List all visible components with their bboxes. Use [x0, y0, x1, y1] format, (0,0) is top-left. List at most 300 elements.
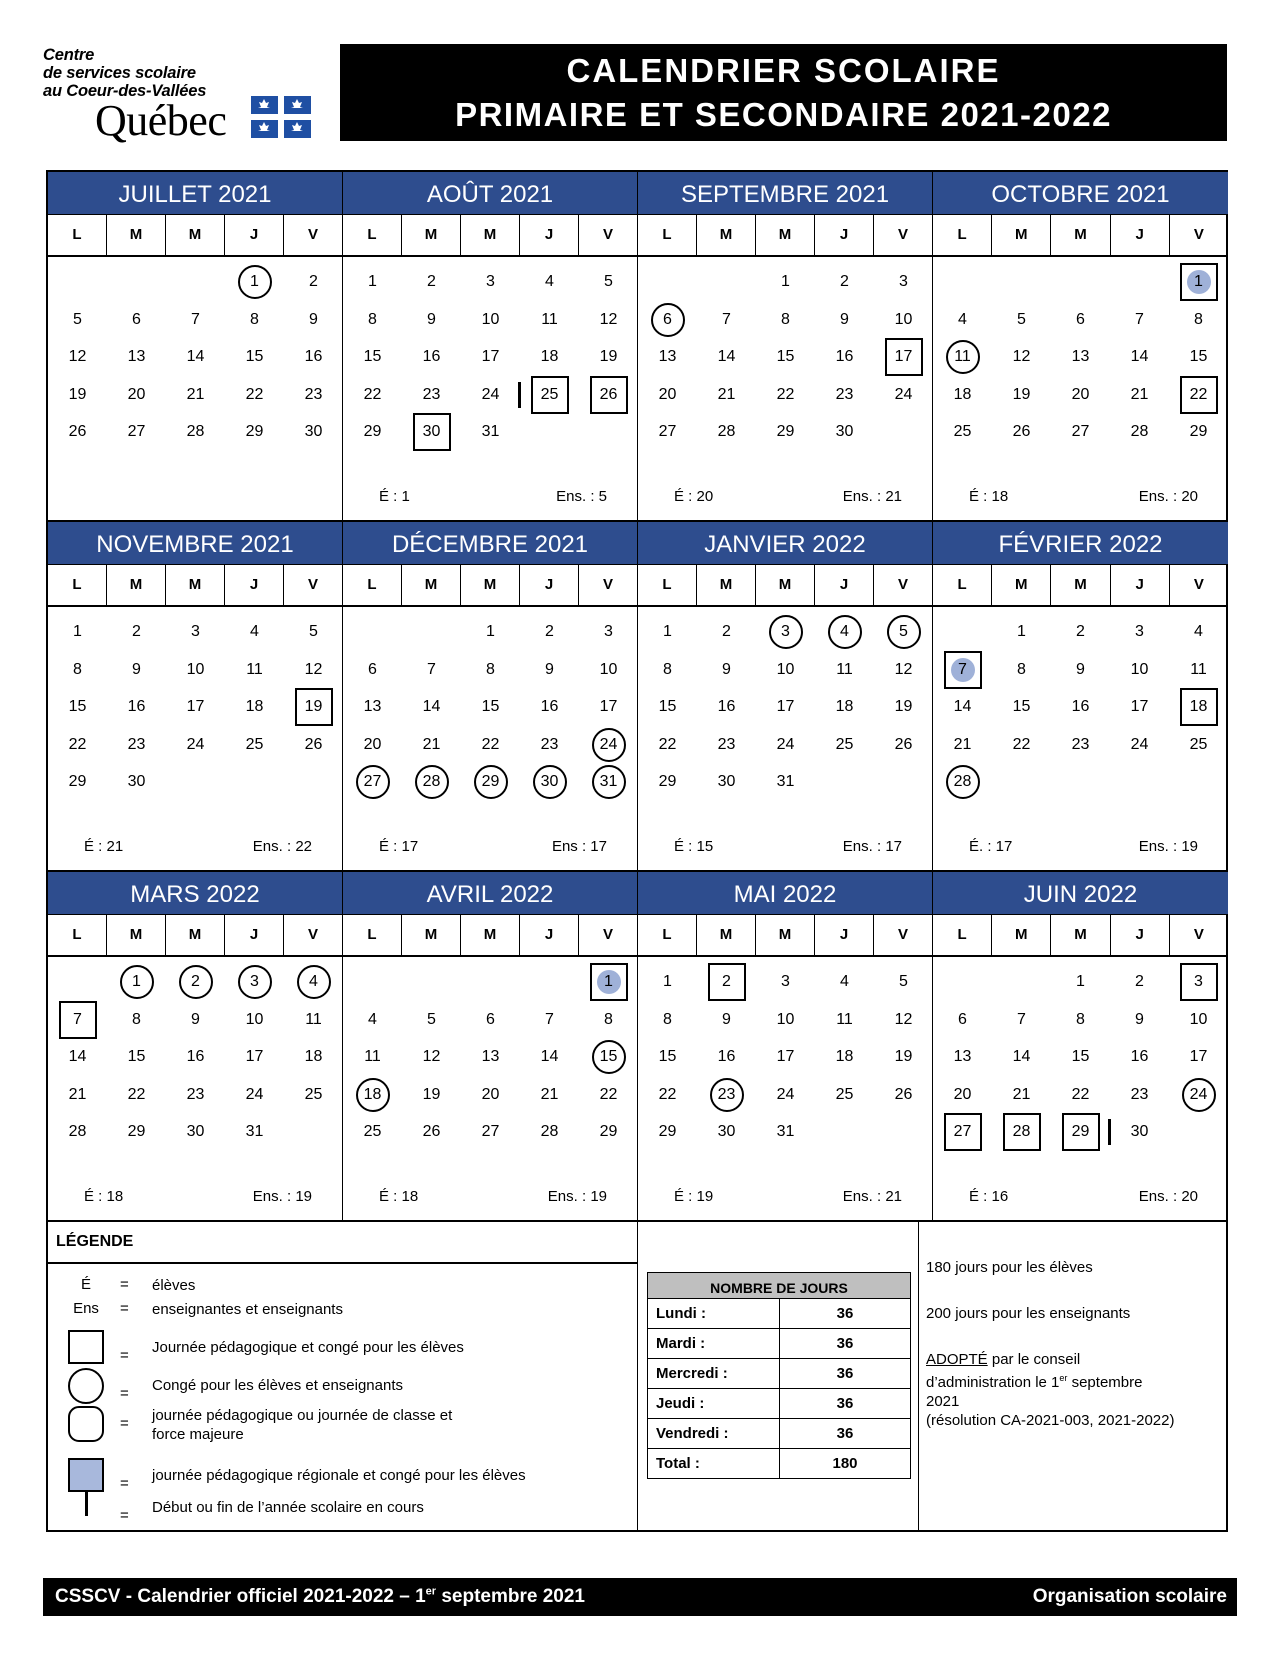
- day-number: 2: [722, 623, 731, 640]
- month-title: AOÛT 2021: [343, 172, 637, 215]
- days-grid: [48, 257, 342, 519]
- day-number: 23: [1071, 735, 1090, 753]
- day-number: 21: [1130, 385, 1149, 403]
- day: [520, 1113, 579, 1151]
- month-title: AVRIL 2022: [343, 872, 637, 915]
- month-panel: [343, 522, 638, 872]
- days-grid: [933, 607, 1228, 869]
- footer-left: CSSCV - Calendrier officiel 2021-2022 – 1er septembre 2021: [55, 1585, 585, 1607]
- day-circle: [166, 963, 225, 1001]
- month-day-counts: [933, 1188, 1228, 1208]
- day: [874, 376, 933, 414]
- day-number: 26: [422, 1123, 441, 1140]
- day: [166, 688, 225, 726]
- day: [284, 726, 343, 764]
- day-circle: [225, 263, 284, 301]
- day-number: 3: [899, 273, 908, 290]
- weekday-header: [48, 215, 342, 257]
- day: [48, 688, 107, 726]
- day: [225, 613, 284, 651]
- day-number: 31: [481, 423, 500, 440]
- day: [343, 338, 402, 376]
- weekday-label: J: [225, 915, 284, 955]
- day-number: 31: [245, 1123, 264, 1140]
- day-number: 30: [1130, 1123, 1149, 1140]
- legend-text: Journée pédagogique et congé pour les élèves: [152, 1339, 464, 1356]
- day: [48, 1038, 107, 1076]
- weekday-label: J: [520, 915, 579, 955]
- day-number: 25: [304, 1085, 323, 1103]
- day-number: 1: [663, 973, 672, 990]
- day-number: 1: [590, 963, 628, 1001]
- day-number: 1: [1076, 973, 1085, 990]
- day-number: 16: [717, 1048, 736, 1065]
- org-name: Centre de services scolaire au Coeur-des-Vallées: [43, 46, 207, 100]
- day-number: 28: [540, 1123, 559, 1140]
- weekday-label: M: [166, 565, 225, 605]
- day-circle: [284, 963, 343, 1001]
- day-number: 18: [356, 1078, 390, 1112]
- day-number: 28: [946, 765, 980, 799]
- day: [579, 1113, 638, 1151]
- day-number: 24: [1130, 735, 1149, 753]
- day: [1110, 338, 1169, 376]
- day: [815, 1076, 874, 1114]
- day: [48, 763, 107, 801]
- day-number: 7: [545, 1010, 554, 1028]
- weekday-label: M: [107, 915, 166, 955]
- day-number: 4: [250, 623, 259, 640]
- day-circle: [520, 763, 579, 801]
- day: [579, 1001, 638, 1039]
- weekday-name: Total :: [648, 1449, 780, 1479]
- day-number: 5: [604, 273, 613, 290]
- day: [520, 726, 579, 764]
- day-number: 2: [840, 273, 849, 290]
- weekday-label: L: [48, 215, 107, 255]
- csscv-logo: [43, 46, 323, 146]
- quebec-flag-icon: [251, 96, 311, 138]
- day-number: 15: [481, 698, 500, 715]
- day-number: 2: [309, 273, 318, 290]
- day: [579, 263, 638, 301]
- day-circle: [402, 763, 461, 801]
- weekday-label: J: [520, 215, 579, 255]
- weekday-label: L: [638, 915, 697, 955]
- day-region: [1169, 263, 1228, 301]
- day: [697, 763, 756, 801]
- weekday-label: V: [897, 226, 908, 243]
- weekday-label: L: [933, 215, 992, 255]
- day: [107, 763, 166, 801]
- day-number: 24: [481, 385, 500, 403]
- day-number: 16: [835, 348, 854, 365]
- day-number: 16: [422, 348, 441, 365]
- weekday-label: L: [48, 915, 107, 955]
- day: [1051, 413, 1110, 451]
- day: [1110, 376, 1169, 414]
- day-number: 18: [835, 1048, 854, 1065]
- day-number: 8: [1194, 310, 1203, 328]
- weekday-label: V: [307, 926, 318, 943]
- day-number: 23: [422, 385, 441, 403]
- day-count-row: [648, 1299, 911, 1329]
- day: [815, 1038, 874, 1076]
- day: [697, 1001, 756, 1039]
- day: [697, 338, 756, 376]
- day-number: 22: [245, 385, 264, 403]
- weekday-label: M: [166, 915, 225, 955]
- day-number: 9: [1135, 1010, 1144, 1028]
- day-number: 3: [191, 623, 200, 640]
- day: [874, 963, 933, 1001]
- day: [992, 376, 1051, 414]
- month-title: JUIN 2022: [933, 872, 1228, 915]
- day: [343, 1001, 402, 1039]
- day: [815, 338, 874, 376]
- day-circle: [579, 763, 638, 801]
- days-grid: [343, 957, 637, 1219]
- day-number: 20: [953, 1085, 972, 1103]
- day-number: 16: [127, 698, 146, 715]
- day-number: 28: [717, 423, 736, 440]
- day: [992, 413, 1051, 451]
- day: [933, 1001, 992, 1039]
- day-circle: [874, 613, 933, 651]
- day: [343, 1113, 402, 1151]
- month-day-counts: [638, 838, 932, 858]
- day-number: 18: [835, 698, 854, 715]
- day: [166, 1038, 225, 1076]
- day-number: 20: [1071, 385, 1090, 403]
- day: [520, 613, 579, 651]
- nombre-de-jours-panel: [639, 1220, 919, 1531]
- day: [874, 1038, 933, 1076]
- student-days-count: É : 19: [674, 1188, 714, 1205]
- day-number: 10: [776, 1010, 795, 1028]
- day-number: 7: [722, 310, 731, 328]
- teacher-days-count: Ens. : 22: [252, 838, 312, 855]
- day: [992, 1038, 1051, 1076]
- student-days-count: É : 18: [379, 1188, 419, 1205]
- day: [225, 301, 284, 339]
- weekday-name: Mardi :: [648, 1329, 780, 1359]
- day-number: 28: [1130, 423, 1149, 440]
- legend-bar-icon: [66, 1490, 106, 1530]
- day: [579, 651, 638, 689]
- day-number: 3: [604, 623, 613, 640]
- day: [697, 1038, 756, 1076]
- day-region: [933, 651, 992, 689]
- month-panel: [933, 872, 1228, 1222]
- day-number: 10: [894, 310, 913, 328]
- day: [756, 263, 815, 301]
- month-title: NOVEMBRE 2021: [48, 522, 342, 565]
- month-title: MAI 2022: [638, 872, 932, 915]
- day: [756, 1038, 815, 1076]
- day-number: 15: [127, 1048, 146, 1065]
- legend-equals: =: [120, 1300, 129, 1317]
- days-grid: [638, 957, 932, 1219]
- nombre-de-jours-table: [647, 1272, 911, 1479]
- day-number: 21: [540, 1085, 559, 1103]
- title-line-1: CALENDRIER SCOLAIRE: [566, 52, 1001, 89]
- day: [1051, 726, 1110, 764]
- weekday-header: [933, 565, 1228, 607]
- day: [402, 1076, 461, 1114]
- day: [1169, 613, 1228, 651]
- day-number: 1: [73, 623, 82, 640]
- day-number: 22: [68, 735, 87, 753]
- legend-title: LÉGENDE: [48, 1220, 637, 1264]
- teacher-days-count: Ens. : 19: [547, 1188, 607, 1205]
- quebec-wordmark: Québec: [95, 96, 227, 145]
- day-square: [402, 413, 461, 451]
- day-number: 17: [186, 698, 205, 715]
- day-number: 18: [540, 348, 559, 365]
- day-number: 1: [120, 965, 154, 999]
- day: [284, 338, 343, 376]
- day: [992, 688, 1051, 726]
- month-day-counts: [638, 488, 932, 508]
- day: [756, 963, 815, 1001]
- day: [756, 651, 815, 689]
- weekday-label: M: [402, 215, 461, 255]
- day-square: [992, 1113, 1051, 1151]
- month-day-counts: [343, 1188, 637, 1208]
- day-number: 9: [309, 310, 318, 328]
- month-day-counts: [933, 488, 1228, 508]
- day: [697, 726, 756, 764]
- day-number: 31: [592, 765, 626, 799]
- day: [461, 688, 520, 726]
- day: [461, 1001, 520, 1039]
- nombre-de-jours-title: NOMBRE DE JOURS: [648, 1273, 911, 1299]
- day: [461, 263, 520, 301]
- day: [107, 726, 166, 764]
- day: [697, 651, 756, 689]
- day: [48, 376, 107, 414]
- weekday-label: J: [520, 565, 579, 605]
- day: [933, 1076, 992, 1114]
- day: [520, 301, 579, 339]
- month-day-counts: [343, 838, 637, 858]
- student-days-count: É : 1: [379, 488, 410, 505]
- legend-text: élèves: [152, 1277, 196, 1294]
- day: [1169, 1038, 1228, 1076]
- day-number: 22: [127, 1085, 146, 1103]
- day: [638, 1076, 697, 1114]
- weekday-name: Mercredi :: [648, 1359, 780, 1389]
- day: [461, 338, 520, 376]
- day: [1169, 651, 1228, 689]
- note-eleves: 180 jours pour les élèves: [926, 1259, 1093, 1276]
- footer-bar: [43, 1578, 1237, 1616]
- day-circle: [1169, 1076, 1228, 1114]
- month-day-counts: [48, 838, 342, 858]
- day-count-row: [648, 1419, 911, 1449]
- day-number: 2: [179, 965, 213, 999]
- day: [1051, 1001, 1110, 1039]
- weekday-header: [343, 915, 637, 957]
- day-number: 3: [1135, 623, 1144, 640]
- day: [933, 301, 992, 339]
- day-number: 17: [245, 1048, 264, 1065]
- day: [815, 963, 874, 1001]
- day: [343, 651, 402, 689]
- day: [166, 338, 225, 376]
- weekday-label: J: [1111, 915, 1170, 955]
- day: [1110, 301, 1169, 339]
- day: [402, 1038, 461, 1076]
- day-number: 23: [186, 1085, 205, 1103]
- day-number: 15: [363, 348, 382, 365]
- day: [638, 613, 697, 651]
- day: [284, 1076, 343, 1114]
- day-number: 4: [368, 1010, 377, 1028]
- day-number: 23: [717, 735, 736, 753]
- legend-equals: =: [120, 1385, 129, 1402]
- day-number: 26: [894, 735, 913, 753]
- day-number: 10: [1189, 1010, 1208, 1028]
- day-circle: [933, 763, 992, 801]
- day-number: 8: [663, 660, 672, 678]
- day-number: 8: [663, 1010, 672, 1028]
- day: [520, 651, 579, 689]
- weekday-label: M: [697, 915, 756, 955]
- day: [225, 413, 284, 451]
- day-number: 15: [245, 348, 264, 365]
- day-number: 4: [545, 273, 554, 290]
- day-number: 1: [663, 623, 672, 640]
- day-number: 29: [1062, 1113, 1100, 1151]
- day: [225, 338, 284, 376]
- teacher-days-count: Ens. : 21: [842, 488, 902, 505]
- days-grid: [343, 607, 637, 869]
- day: [166, 1076, 225, 1114]
- day: [815, 376, 874, 414]
- month-title: OCTOBRE 2021: [933, 172, 1228, 215]
- weekday-label: M: [107, 215, 166, 255]
- day: [48, 651, 107, 689]
- legend-text: journée pédagogique ou journée de classe et force majeure: [152, 1407, 453, 1443]
- day-number: 21: [717, 385, 736, 403]
- weekday-label: M: [756, 215, 815, 255]
- weekday-label: V: [897, 926, 908, 943]
- day: [1051, 1076, 1110, 1114]
- day-count-row: [648, 1329, 911, 1359]
- weekday-header: [343, 565, 637, 607]
- day-number: 23: [835, 385, 854, 403]
- day-number: 13: [1071, 348, 1090, 365]
- weekday-label: M: [992, 915, 1051, 955]
- day-number: 9: [545, 660, 554, 678]
- day: [933, 1038, 992, 1076]
- day-number: 29: [599, 1123, 618, 1140]
- day-number: 14: [68, 1048, 87, 1065]
- day: [343, 1038, 402, 1076]
- day-number: 22: [481, 735, 500, 753]
- day-number: 23: [710, 1078, 744, 1112]
- month-panel: [638, 172, 933, 522]
- day-number: 4: [958, 310, 967, 328]
- weekday-label: M: [992, 215, 1051, 255]
- day-number: 25: [245, 735, 264, 753]
- day: [225, 1076, 284, 1114]
- day-number: 30: [127, 773, 146, 790]
- day-number: 14: [1130, 348, 1149, 365]
- day: [402, 688, 461, 726]
- day: [461, 613, 520, 651]
- day-number: 23: [304, 385, 323, 403]
- weekday-label: M: [697, 215, 756, 255]
- day: [933, 376, 992, 414]
- day-number: 8: [132, 1010, 141, 1028]
- day-number: 26: [894, 1085, 913, 1103]
- note-enseignants: 200 jours pour les enseignants: [926, 1305, 1131, 1322]
- day: [461, 413, 520, 451]
- day: [756, 338, 815, 376]
- day-number: 22: [658, 735, 677, 753]
- day-number: 11: [541, 310, 558, 328]
- day-number: 14: [953, 698, 972, 715]
- day-number: 10: [776, 660, 795, 678]
- day: [343, 301, 402, 339]
- day-number: 7: [944, 651, 982, 689]
- day-number: 30: [304, 423, 323, 440]
- day: [697, 688, 756, 726]
- day-number: 13: [953, 1048, 972, 1065]
- day-number: 16: [304, 348, 323, 365]
- day: [1169, 413, 1228, 451]
- weekday-label: M: [1051, 565, 1110, 605]
- day-number: 21: [68, 1085, 87, 1103]
- teacher-days-count: Ens. : 21: [842, 1188, 902, 1205]
- day-number: 12: [304, 660, 323, 678]
- weekday-header: [638, 915, 932, 957]
- month-day-counts: [933, 838, 1228, 858]
- day-number: 22: [599, 1085, 618, 1103]
- day: [166, 726, 225, 764]
- day-number: 25: [953, 423, 972, 440]
- days-grid: [933, 257, 1228, 519]
- day: [815, 688, 874, 726]
- day-number: 8: [604, 1010, 613, 1028]
- month-panel: [933, 522, 1228, 872]
- teacher-days-count: Ens. : 19: [1138, 838, 1198, 855]
- weekday-label: V: [897, 576, 908, 593]
- day-number: 4: [1194, 623, 1203, 640]
- weekday-label: V: [602, 926, 613, 943]
- day-number: 18: [1180, 688, 1218, 726]
- day: [697, 613, 756, 651]
- day: [638, 338, 697, 376]
- month-day-counts: [343, 488, 637, 508]
- day-number: 26: [304, 735, 323, 753]
- day: [1051, 688, 1110, 726]
- day-square: [579, 376, 638, 414]
- day-number: 1: [1017, 623, 1026, 640]
- day-number: 9: [722, 1010, 731, 1028]
- weekday-count: 36: [780, 1389, 911, 1419]
- day-number: 29: [474, 765, 508, 799]
- day: [107, 613, 166, 651]
- day: [343, 376, 402, 414]
- weekday-label: V: [1193, 226, 1204, 243]
- day-number: 10: [186, 660, 205, 678]
- day-number: 4: [297, 965, 331, 999]
- day-number: 6: [958, 1010, 967, 1028]
